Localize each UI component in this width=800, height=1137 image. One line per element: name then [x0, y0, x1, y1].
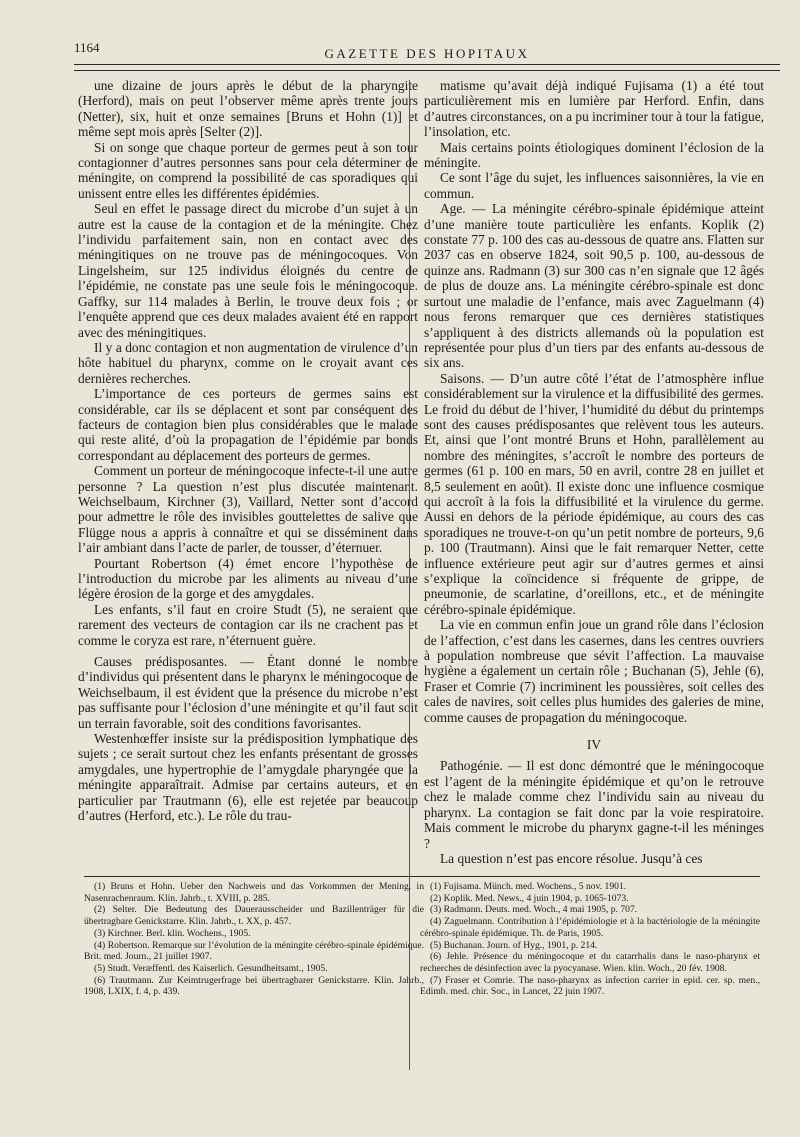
paragraph: L’importance de ces porteurs de germes sains est considérable, car ils se déplacent et sont par conséquent des facteurs de contagion bien plus considérables que le malade qui reste alité, d’où la propagation de l’épidémie par bonds correspondant au déplacement des porteurs de germes. — [78, 386, 418, 463]
header-rule-thin — [74, 70, 780, 71]
paragraph: Ce sont l’âge du sujet, les influences saisonnières, la vie en commun. — [424, 170, 764, 201]
footnote: (2) Koplik. Med. News., 4 juin 1904, p. 1065-1073. — [430, 892, 629, 904]
paragraph: La question n’est pas encore résolue. Jusqu’à ces — [440, 850, 703, 866]
header-rule — [74, 64, 780, 65]
left-column — [78, 78, 418, 824]
right-column — [424, 78, 764, 866]
footnote: (3) Radmann. Deuts. med. Woch., 4 mai 1905, p. 707. — [430, 904, 638, 916]
footnotes-left — [84, 876, 424, 998]
page-number: 1164 — [74, 40, 100, 55]
paragraph: Si on songe que chaque porteur de germes peut à son tour contagionner d’autres personnes sans pour cela déterminer de méningite, on comprend la possibilité de cas sporadiques qui unissent entre elles les différentes épidémies. — [78, 139, 418, 201]
paragraph: Mais certains points étiologiques dominent l’éclosion de la méningite. — [424, 139, 764, 171]
footnote: (3) Kirchner. Berl. klin. Wochens., 1905. — [94, 927, 251, 939]
paragraph: Comment un porteur de méningocoque infecte-t-il une autre personne ? La question n’est plus discutée maintenant. Weichselbaum, Kirchner (3), Vaillard, Netter sont d’accord pour admettre le rôle des invisibles gouttelettes de salive que Flügge nous a appris à connaître et qui se disséminent dans l’air ambiant dans l’acte de parler, de tousser, d’éternuer. — [78, 463, 418, 556]
paragraph: une dizaine de jours après le début de la pharyngite (Herford), mais on peut l’observer même après trente jours (Netter), six, huit et onze semaines [Bruns et Hohn (1)] et même sept mois après [Selter (2)]. — [78, 78, 418, 140]
paragraph: Westenhœffer insiste sur la prédisposition lymphatique des sujets ; ce serait surtout chez les enfants présentant de grosses amygdales, une hypertrophie de l’amygdale pharyngée que la méningite apparaîtrait. Admise par certains auteurs, et en particulier par Trautmann (6), elle est rejetée par beaucoup d’autres (Herford, etc.). Le rôle du trau- — [78, 731, 418, 824]
paragraph: Il y a donc contagion et non augmentation de virulence d’un hôte habituel du pharynx, comme on le croyait avant ces dernières recherches. — [78, 339, 418, 386]
paragraph: Causes prédisposantes. — Étant donné le nombre d’individus qui présentent dans le pharynx le méningocoque de Weichselbaum, il est évident que la présence du microbe n’est pas suffisante pour l’éclosion d’une méningite et qu’il faut soit un terrain favorable, soit des conditions favorisantes. — [78, 654, 418, 731]
footnote-rule — [84, 876, 424, 877]
footnote: (5) Studt. Veræffentl. des Kaiserlich. Gesundheitsamt., 1905. — [94, 962, 328, 974]
footnote: (1) Fujisama. Münch. med. Wochens., 5 nov. 1901. — [430, 881, 627, 892]
paragraph: Les enfants, s’il faut en croire Studt (5), ne seraient que rarement des vecteurs de contagion car ils ne crachent pas et comme le coryza est rare, n’éternuent guère. — [78, 601, 418, 648]
journal-title: GAZETTE DES HOPITAUX — [324, 46, 530, 61]
paragraph: Saisons. — D’un autre côté l’état de l’atmosphère influe considérablement sur la virulence et la diffusibilité des germes. Le froid du début de l’hiver, l’humidité du début du printemps sont des causes prédisposantes que relèvent tous les auteurs. Et, ainsi que l’ont montré Bruns et Hohn, parallèlement au nombre des méningites, s’accroît le nombre des porteurs de germes (61 p. 100 en mars, 50 en avril, contre 28 en juillet et 8,5 seulement en août). Il existe donc une influence cosmique qui accroît à la fois la diffusibilité et la virulence du germe. Aussi en dehors de la période épidémique, au cours des cas sporadiques ne trouve-t-on qu’un petit nombre de porteurs, 9,6 p. 100 (Trautmann). Ainsi que le fait remarquer Netter, cette influence extérieure peut agir sur d’autres germes et ainsi s’explique la coïncidence si fréquente de grippe, de pneumonie, de scarlatine, d’oreillons, etc., et de méningite cérébro-spinale épidémique. — [424, 370, 764, 617]
footnote: (4) Zaguelmann. Contribution à l’épidémiologie et à la bactériologie de la méningite cérébro-spinale épidémique. Th. de Paris, 1905. — [420, 916, 760, 939]
footnote: (6) Trautmann. Zur Keimtrugerfrage bei übertragbarer Genickstarre. Klin. Jahrb., 1908, LXIX, f. 4, p. 439. — [84, 974, 424, 998]
paragraph: Pathogénie. — Il est donc démontré que le méningocoque est l’agent de la méningite épidémique et qu’on le retrouve chez le malade comme chez l’individu sain au niveau du pharynx. La contagion se fait donc par la voie respiratoire. Mais comment le microbe du pharynx gagne-t-il les méninges ? — [424, 758, 764, 851]
footnote: (1) Bruns et Hohn. Ueber den Nachweis und das Vorkommen der Mening. in Nasenrachenraum. Klin. Jahrb., t. XVIII, p. 285. — [84, 881, 424, 904]
paragraph: La vie en commun enfin joue un grand rôle dans l’éclosion de l’affection, c’est dans les casernes, dans les centres ouvriers à population nombreuse que sévit l’affection. La mauvaise hygiène a également un certain rôle ; Buchanan (5), Jehle (6), Fraser et Comrie (7) incriminent les poussières, soit celles des cales de navires, soit celles plus humides des galeries de mine, comme causes de propagation du méningocoque. — [424, 617, 764, 725]
section-number: IV — [586, 737, 602, 753]
paragraph: Seul en effet le passage direct du microbe d’un sujet à un autre est la cause de la contagion et de la méningite. Chez l’individu parfaitement sain, non en contact avec des méningitiques on ne trouve pas de méningocoques. Von Lingelsheim, sur 125 individus éloignés du centre de l’épidémie, ne constate pas une seule fois le méningocoque. Gaffky, sur 114 malades à Berlin, le trouve deux fois ; or l’enquête apprend que ces deux malades avaient été en rapport avec des méningitiques. — [78, 201, 418, 340]
footnote: (5) Buchanan. Journ. of Hyg., 1901, p. 214. — [430, 939, 598, 951]
footnote: (4) Robertson. Remarque sur l’évolution de la méningite cérébro-spinale épidémique. Brit. med. Journ., 21 juillet 1907. — [84, 939, 424, 963]
footnote: (7) Fraser et Comrie. The naso-pharynx as infection carrier in epid. cer. sp. men., Edimb. med. chir. Soc., in Lancet, 22 juin 1907. — [420, 974, 760, 998]
footnote: (2) Selter. Die Bedeutung des Dauerausscheider und Bazillenträger für die übertragbare Genickstarre. Klin. Jahrb., t. XX, p. 457. — [84, 904, 424, 928]
footnote-rule — [420, 876, 760, 877]
paragraph: Pourtant Robertson (4) émet encore l’hypothèse de l’introduction du microbe par les aliments au niveau d’une légère érosion de la gorge et des amygdales. — [78, 555, 418, 602]
paragraph: matisme qu’avait déjà indiqué Fujisama (1) a été tout particulièrement mis en lumière par Herford. Enfin, dans d’autres circonstances, on a pu incriminer tour à tour la fatigue, l’insolation, etc. — [424, 78, 764, 140]
paragraph: Age. — La méningite cérébro-spinale épidémique atteint d’une manière toute particulière les enfants. Koplik (2) constate 77 p. 100 des cas au-dessous de quatre ans. Flatten sur 2037 cas en observe 1824, soit 90,5 p. 100, au-dessous de quinze ans. Radmann (3) sur 300 cas n’en signale que 12 âgés de plus de douze ans. La méningite cérébro-spinale est donc surtout une maladie de l’enfance, mais avec Zaguelmann (4) nous ferons remarquer que ces dernières statistiques s’appliquent à des districts allemands où la population est représentée pour plus d’un tiers par des enfants au-dessous de six ans. — [424, 201, 764, 371]
footnote: (6) Jehle. Présence du méningocoque et du catarrhalis dans le naso-pharynx et recherches de désinfection avec la pyocyanase. Wien. klin. Woch., 20 fév. 1908. — [420, 951, 760, 974]
footnotes-right — [420, 876, 760, 998]
